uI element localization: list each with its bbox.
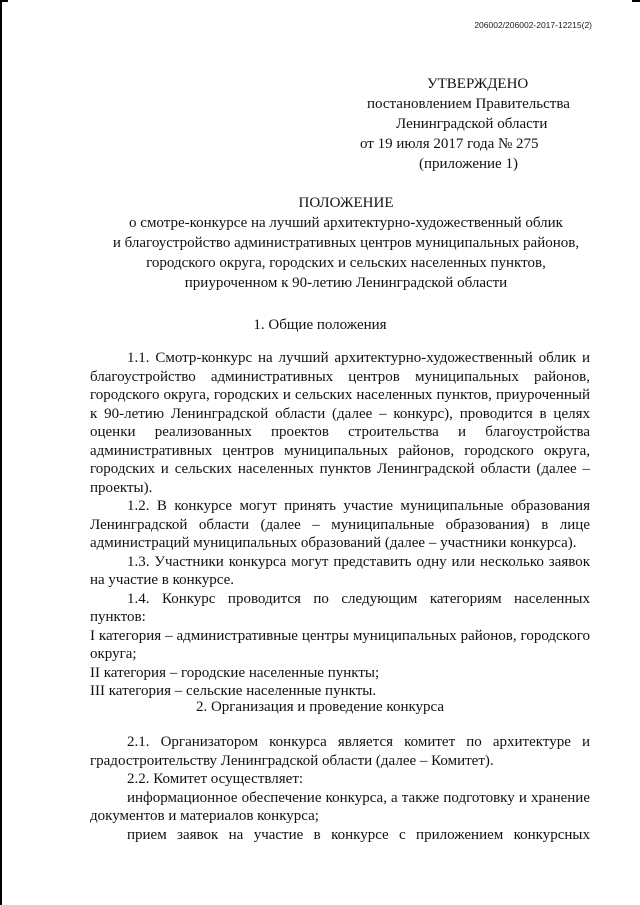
paragraph-2-1: 2.1. Организатором конкурса является комитет по архитектуре и градостроительству Ленинградской области (далее – Комитет). [90, 734, 590, 769]
category-2: II категория – городские населенные пункты; [90, 664, 380, 681]
section-1-heading: 1. Общие положения [253, 317, 387, 333]
title-heading: ПОЛОЖЕНИЕ [298, 195, 394, 211]
category-1: I категория – административные центры муниципальных районов, городского округа; [90, 627, 590, 662]
paragraph-1-3: 1.3. Участники конкурса могут представить одну или несколько заявок на участие в конкурсе. [90, 553, 590, 588]
scan-edge-left [0, 0, 2, 905]
approval-line-4: (приложение 1) [419, 156, 518, 172]
document-title [60, 193, 632, 293]
paragraph-2-2: 2.2. Комитет осуществляет: [127, 771, 304, 787]
title-line-3: городского округа, городских и сельских населенных пунктов, [146, 255, 546, 271]
approval-line-3: от 19 июля 2017 года № 275 [360, 136, 539, 152]
scan-edge-top-right [632, 0, 640, 2]
paragraph-1-1: 1.1. Смотр-конкурс на лучший архитектурно-художественный облик и благоустройство административных центров муниципальных районов, городского округа, городских и сельских населенных пунктов, приуроченный к 90-летию Ленинградской области (далее – конкурс), проводится в целях оценки реализованных проектов строительства и благоустройства административных центров муниципальных районов, городского округа, городских и сельских населенных пунктов Ленинградской области (далее – проекты). [90, 350, 590, 496]
approval-line-2: Ленинградской области [396, 116, 548, 132]
paragraph-1-2: 1.2. В конкурсе могут принять участие муниципальные образования Ленинградской области (далее – муниципальные образования) в лице администраций муниципальных образований (далее – участники конкурса). [90, 498, 590, 551]
approval-title: УТВЕРЖДЕНО [427, 76, 529, 92]
section-1-body [90, 349, 590, 701]
approval-line-1: постановлением Правительства [367, 96, 570, 112]
title-line-4: приуроченном к 90-летию Ленинградской области [184, 275, 508, 291]
section-2-body [90, 733, 590, 844]
category-3: III категория – сельские населенные пункты. [90, 683, 377, 699]
document-id: 206002/206002-2017-12215(2) [474, 20, 592, 30]
scan-edge-top-left [0, 0, 8, 2]
paragraph-1-4: 1.4. Конкурс проводится по следующим категориям населенных пунктов: [90, 590, 590, 625]
list-item-1: информационное обеспечение конкурса, а также подготовку и хранение документов и материалов конкурса; [90, 789, 590, 824]
title-line-1: о смотре-конкурсе на лучший архитектурно-художественный облик [129, 215, 563, 231]
title-line-2: и благоустройство административных центров муниципальных районов, [112, 235, 580, 251]
list-item-2: прием заявок на участие в конкурсе с приложением конкурсных [127, 826, 590, 843]
section-2-heading: 2. Организация и проведение конкурса [195, 699, 445, 715]
